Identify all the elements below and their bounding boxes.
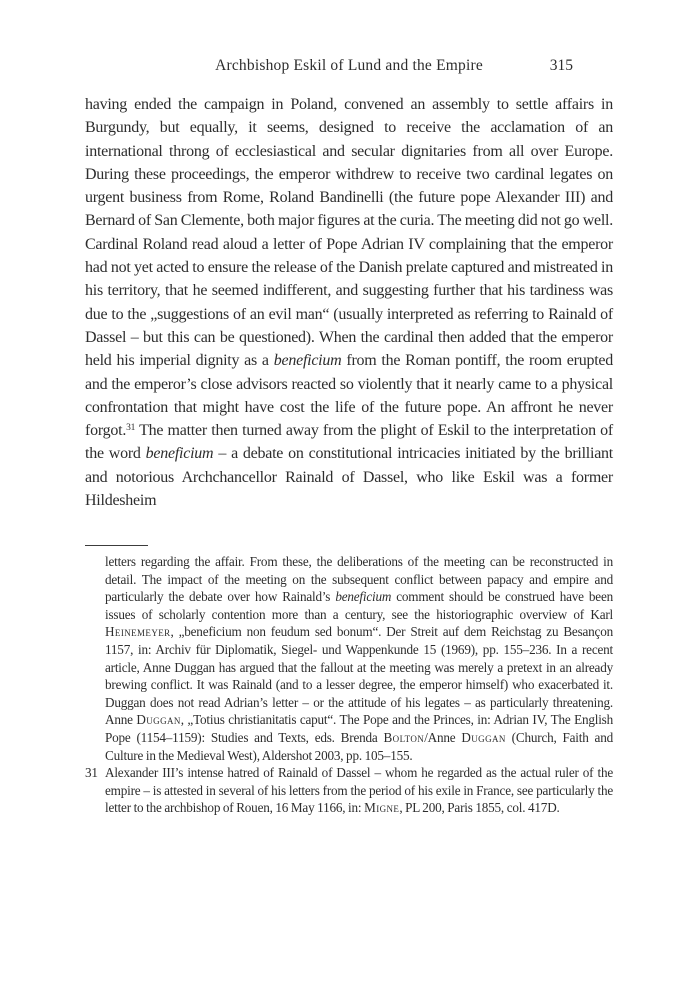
text-run: 31 <box>126 423 136 434</box>
text-run: /Anne <box>424 729 462 745</box>
text-run: , PL 200, Paris 1855, col. 417D. <box>399 800 560 816</box>
text-run: having ended the campaign in Poland, convened an assembly to settle affairs in Burgundy, but equally, it seems, designed to receive the acclamation of an international throng of ecclesiastical and secular dignitaries from all over Europe. During these proceedings, the emperor withdrew to receive two cardinal legates on urgent business from Rome, Roland Bandinelli (the future pope Alexander III) and Bernard of San Clemente, both major figures at the curia. The meeting did not go well. Cardinal Roland read aloud a letter of Pope Adrian IV complaining that the emperor had not yet acted to ensure the release of the Danish prelate captured and mistreated in his territory, that he seemed indifferent, and suggesting further that his tardiness was due to the „suggestions of an evil man“ (usually interpreted as referring to Rainald of Dassel – but this can be questioned). When the cardinal then added that the emperor held his imperial dignity as a <box>85 96 613 370</box>
footnote-31 <box>85 764 613 817</box>
text-run: – a debate on constitutional intricacies initiated by the brilliant and notorious Archchancellor Rainald of Dassel, who like Eskil was a former Hildesheim <box>85 445 613 510</box>
text-run: Bolton <box>383 729 425 745</box>
text-run: letters regarding the affair. From these, the deliberations of the meeting can be reconstructed in detail. The impact of the meeting on the subsequent conflict between papacy and empire and particularly the debate over how Rainald’s <box>105 554 613 605</box>
text-run: Heinemeyer <box>105 624 171 640</box>
footnotes-section <box>85 545 613 817</box>
text-run: , „Totius christianitatis caput“. The Pope and the Princes, in: Adrian IV, The English Pope (1154–1159): Studies and Texts, eds. Brenda <box>105 712 613 745</box>
footnote-number: 31 <box>85 765 98 781</box>
running-header <box>85 57 613 75</box>
text-run: comment should be construed have been issues of scholarly contention more than a century, see the historiographic overview of Karl <box>105 589 613 622</box>
text-run: Duggan <box>136 712 181 728</box>
text-run: beneficium <box>273 352 342 370</box>
text-run: from the Roman pontiff, the room erupted and the emperor’s close advisors reacted so violently that it nearly came to a physical confrontation that might have cost the life of the future pope. An affront he never forgot. <box>85 352 613 440</box>
text-run: Migne <box>364 800 400 816</box>
text-run: , „beneficium non feudum sed bonum“. Der Streit auf dem Reichstag zu Besançon 1157, in: Archiv für Diplomatik, Siegel- und Wappenkunde 15 (1969), pp. 155–236. In a recent article, Anne Duggan has argued that the fallout at the meeting was merely a pretext in an already brewing conflict. It was Rainald (and to a lesser degree, the emperor himself) who exacerbated it. Duggan does not read Adrian’s letter – or the attitude of his legates – as particularly threatening. Anne <box>105 624 613 728</box>
footnote-continuation <box>105 553 613 764</box>
text-run: beneficium <box>145 445 214 463</box>
text-run: Alexander III’s intense hatred of Rainald of Dassel – whom he regarded as the actual ruler of the empire – is attested in several of his letters from the period of his exile in France, see particularly the letter to the archbishop of Rouen, 16 May 1166, in: <box>105 765 613 816</box>
text-run: (Church, Faith and Culture in the Medieval West), Aldershot 2003, pp. 105–155. <box>105 729 613 763</box>
page-number: 315 <box>549 57 573 74</box>
footnote-separator <box>85 545 148 546</box>
footnote-text <box>105 765 613 815</box>
text-run: The matter then turned away from the plight of Eskil to the interpretation of the word <box>85 422 613 463</box>
text-run: beneficium <box>335 589 392 605</box>
body-paragraph <box>85 93 613 512</box>
running-header-title: Archbishop Eskil of Lund and the Empire <box>215 57 483 74</box>
text-run: Duggan <box>461 729 506 745</box>
